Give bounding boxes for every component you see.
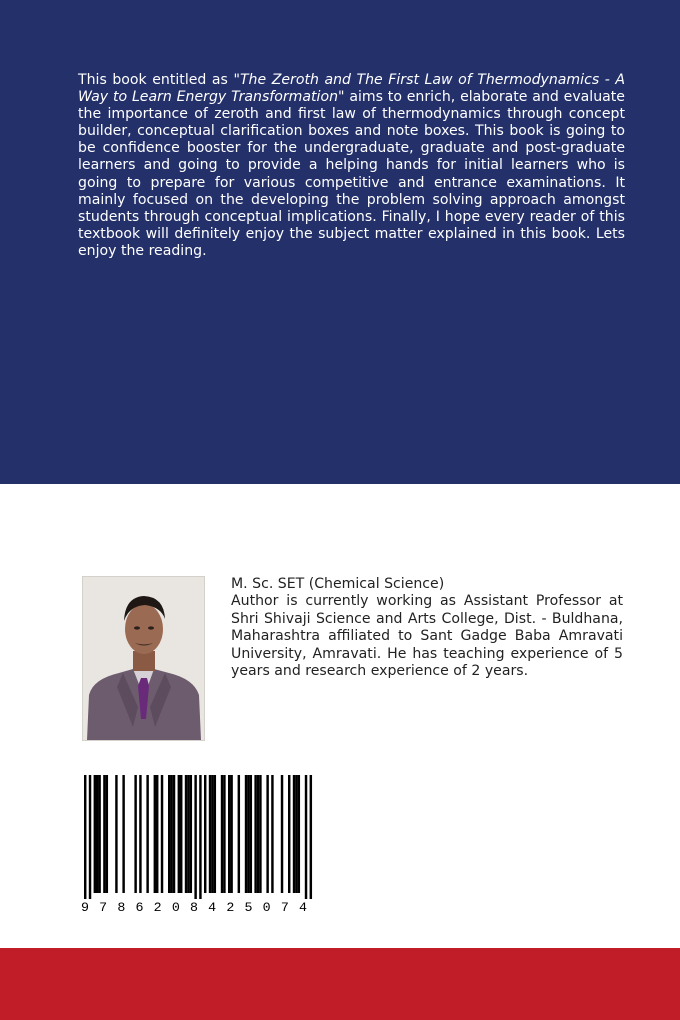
barcode-bars <box>84 775 312 899</box>
barcode-bar <box>96 775 98 893</box>
barcode-bar <box>134 775 136 893</box>
barcode-bar <box>230 775 232 893</box>
barcode-bar <box>122 775 124 893</box>
barcode-bar <box>295 775 297 893</box>
barcode-bar <box>228 775 230 893</box>
barcode-bar <box>288 775 290 893</box>
barcode-bar <box>298 775 300 893</box>
barcode-bar <box>146 775 148 893</box>
barcode-bar <box>103 775 105 893</box>
barcode-bar <box>259 775 261 893</box>
barcode-bar <box>170 775 172 893</box>
book-title-italic: The Zeroth and The First Law of Thermodynamics - A Way to Learn Energy Transformation <box>78 72 626 106</box>
barcode-bar <box>89 775 91 899</box>
barcode-bar <box>223 775 225 893</box>
barcode-bar <box>293 775 295 893</box>
barcode-bar <box>254 775 256 893</box>
barcode-bar <box>214 775 216 893</box>
barcode-bar <box>281 775 283 893</box>
barcode-bar <box>161 775 163 893</box>
barcode-bar <box>305 775 307 899</box>
barcode-bar <box>178 775 180 893</box>
barcode-bar <box>98 775 100 893</box>
barcode-bar <box>238 775 240 893</box>
author-qualification: M. Sc. SET (Chemical Science) <box>231 576 445 592</box>
barcode-bar <box>194 775 196 899</box>
barcode-bar <box>139 775 141 893</box>
author-bio: Author is currently working as Assistant Professor at Shri Shivaji Science and Arts College, Dist. - Buldhana, Maharashtra affiliated to Sant Gadge Baba Amravati University, Amravati. He has teaching experience of 5 years and research experience of 2 years. <box>231 593 623 680</box>
barcode-bar <box>84 775 86 899</box>
barcode-bar <box>173 775 175 893</box>
isbn-barcode <box>78 773 318 913</box>
red-footer-band <box>0 948 680 1020</box>
barcode-bar <box>266 775 268 893</box>
barcode-bar <box>106 775 108 893</box>
barcode-bar <box>156 775 158 893</box>
barcode-bar <box>168 775 170 893</box>
barcode-bar <box>185 775 187 893</box>
barcode-bar <box>211 775 213 893</box>
barcode-bar <box>94 775 96 893</box>
author-bio-block <box>231 576 623 680</box>
barcode-bar <box>257 775 259 893</box>
author-photo <box>82 576 205 741</box>
book-blurb <box>78 72 625 260</box>
barcode-bar <box>187 775 189 893</box>
barcode-bar <box>247 775 249 893</box>
barcode-bar <box>154 775 156 893</box>
barcode-bar <box>190 775 192 893</box>
barcode-bar <box>221 775 223 893</box>
barcode-digits: 9786208425074 <box>81 900 307 913</box>
barcode-bar <box>199 775 201 899</box>
barcode-bar <box>271 775 273 893</box>
barcode-bar <box>310 775 312 899</box>
barcode-bar <box>250 775 252 893</box>
barcode-bar <box>204 775 206 893</box>
barcode-bar <box>245 775 247 893</box>
barcode-bar <box>209 775 211 893</box>
blue-cover-panel <box>0 0 680 484</box>
blurb-intro: This book entitled as " <box>78 72 240 88</box>
blurb-body: " aims to enrich, elaborate and evaluate the importance of zeroth and first law of thermodynamics through concept builder, conceptual clarification boxes and note boxes. This book is going to be confidence booster for the undergraduate, graduate and post-graduate learners and going to provide a helping hands for initial learners who is going to prepare for various competitive and entrance examinations. It mainly focused on the developing the problem solving approach amongst students through conceptual implications. Finally, I hope every reader of this textbook will definitely enjoy the subject matter explained in this book. Lets enjoy the reading. <box>78 89 625 259</box>
barcode-bar <box>115 775 117 893</box>
barcode-bar <box>180 775 182 893</box>
